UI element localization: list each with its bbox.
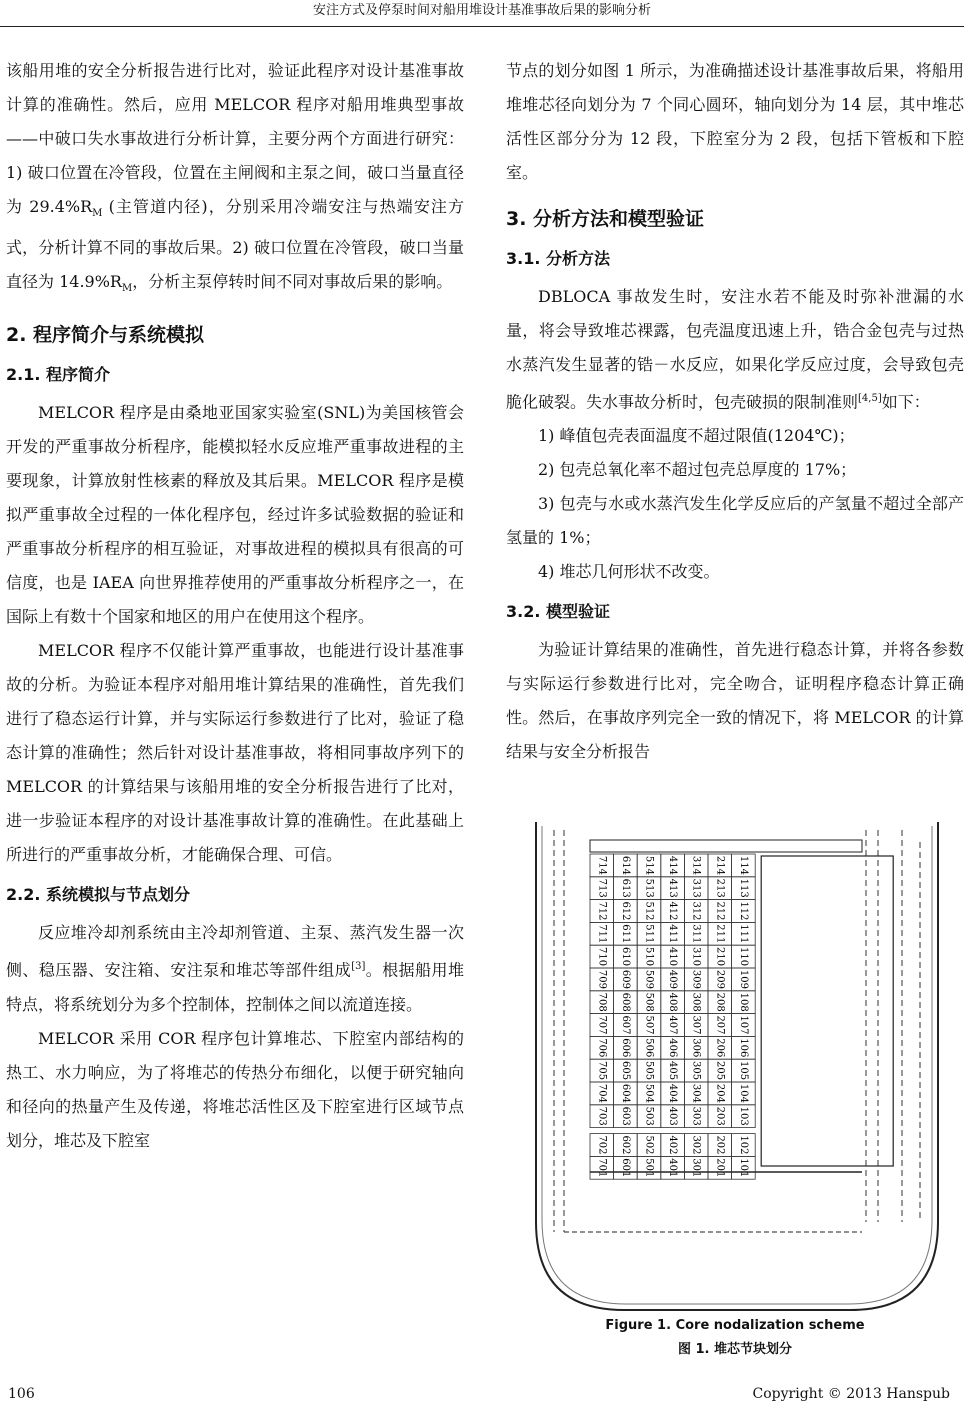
citation: [3] [351, 961, 366, 973]
node-label: 304 [690, 1083, 702, 1103]
node-label: 508 [643, 992, 655, 1012]
node-label: 206 [714, 1038, 726, 1058]
node-label: 504 [643, 1083, 655, 1103]
node-label: 602 [619, 1135, 631, 1155]
node-label: 107 [737, 1015, 749, 1035]
node-label: 102 [737, 1135, 749, 1155]
node-label: 703 [596, 1106, 608, 1126]
node-label: 101 [737, 1158, 749, 1178]
node-label: 713 [596, 878, 608, 898]
criterion-4: 4) 堆芯几何形状不改变。 [538, 562, 720, 582]
node-label: 507 [643, 1015, 655, 1035]
node-label: 412 [667, 901, 679, 921]
criterion-2: 2) 包壳总氧化率不超过包壳总厚度的 17%； [538, 460, 857, 480]
node-label: 512 [643, 901, 655, 921]
node-label: 608 [619, 992, 631, 1012]
node-label: 406 [667, 1038, 679, 1058]
node-label: 701 [596, 1158, 608, 1178]
node-label: 505 [643, 1061, 655, 1081]
node-label: 214 [714, 855, 726, 875]
node-label: 604 [619, 1083, 631, 1103]
node-label: 307 [690, 1015, 702, 1035]
node-label: 314 [690, 855, 702, 875]
node-label: 413 [667, 878, 679, 898]
node-label: 408 [667, 992, 679, 1012]
text: DBLOCA 事故发生时，安注水若不能及时弥补泄漏的水量，将会导致堆芯裸露，包壳温度迅速上升，锆合金包壳与过热水蒸汽发生显著的锆－水反应，如果化学反应过度，会导致包壳脆化破裂。失水事故分析时，包壳破损的限制准则 [506, 287, 964, 412]
node-label: 405 [667, 1061, 679, 1081]
core-nodalization-figure [532, 822, 942, 1312]
node-label: 202 [714, 1135, 726, 1155]
node-label: 502 [643, 1135, 655, 1155]
copyright: Copyright © 2013 Hanspub [752, 1386, 950, 1402]
node-label: 711 [596, 924, 608, 944]
node-label: 111 [737, 924, 749, 944]
subsection-heading-3-2: 3.2. 模型验证 [506, 602, 610, 622]
text: ，分析主泵停转时间不同对事故后果的影响。 [132, 272, 453, 292]
node-label: 310 [690, 947, 702, 967]
node-label: 709 [596, 969, 608, 989]
node-label: 108 [737, 992, 749, 1012]
node-label: 613 [619, 878, 631, 898]
node-label: 702 [596, 1135, 608, 1155]
node-label: 109 [737, 969, 749, 989]
node-label: 714 [596, 855, 608, 875]
text: 该船用堆的安全分析报告进行比对，验证此程序对设计基准事故计算的准确性。然后，应用 MELCOR 程序对船用堆典型事故——中破口失水事故进行分析计算，主要分两个方面进行研究：1) 破口位置在冷管段，位置在主闸阀和主泵之间，破口当量直径为 29.4%R [6, 61, 464, 216]
page-number: 106 [8, 1386, 35, 1402]
node-label: 704 [596, 1083, 608, 1103]
node-label: 601 [619, 1158, 631, 1178]
node-label: 204 [714, 1083, 726, 1103]
criterion-1: 1) 峰值包壳表面温度不超过限值(1204℃)； [538, 426, 855, 446]
node-label: 213 [714, 878, 726, 898]
paragraph-cor: MELCOR 采用 COR 程序包计算堆芯、下腔室内部结构的热工、水力响应，为了将堆芯的传热分布细化，以便于研究轴向和径向的热量产生及传递，将堆芯活性区及下腔室进行区域节点划分，堆芯及下腔室 [6, 1028, 464, 1150]
node-label: 409 [667, 969, 679, 989]
node-label: 503 [643, 1106, 655, 1126]
paragraph-intro [6, 54, 464, 306]
node-label: 203 [714, 1106, 726, 1126]
node-label: 112 [737, 901, 749, 921]
node-label: 614 [619, 855, 631, 875]
top-plate [590, 840, 862, 852]
node-label: 105 [737, 1061, 749, 1081]
paragraph-dbloca [506, 280, 964, 419]
citation: [4,5] [858, 393, 882, 404]
node-label: 706 [596, 1038, 608, 1058]
text: 。根据船用堆特点，将系统划分为多个控制体，控制体之间以流道连接。 [6, 960, 464, 1014]
node-label: 401 [667, 1158, 679, 1178]
node-label: 511 [643, 924, 655, 944]
node-label: 303 [690, 1106, 702, 1126]
node-label: 306 [690, 1038, 702, 1058]
subsection-heading-2-1: 2.1. 程序简介 [6, 365, 110, 385]
section-heading-2: 2. 程序简介与系统模拟 [6, 324, 205, 347]
node-label: 404 [667, 1083, 679, 1103]
node-label: 208 [714, 992, 726, 1012]
node-label: 113 [737, 878, 749, 898]
node-label: 302 [690, 1135, 702, 1155]
node-label: 514 [643, 855, 655, 875]
node-label: 611 [619, 924, 631, 944]
node-label: 308 [690, 992, 702, 1012]
node-label: 705 [596, 1061, 608, 1081]
node-label: 201 [714, 1158, 726, 1178]
node-label: 707 [596, 1015, 608, 1035]
node-label: 607 [619, 1015, 631, 1035]
text: 反应堆冷却剂系统由主冷却剂管道、主泵、蒸汽发生器一次侧、稳压器、安注箱、安注泵和堆芯等部件组成 [6, 923, 464, 980]
paragraph-system [6, 916, 464, 1021]
subsection-heading-3-1: 3.1. 分析方法 [506, 249, 610, 268]
node-label: 612 [619, 901, 631, 921]
subsection-heading-2-2: 2.2. 系统模拟与节点划分 [6, 885, 190, 905]
node-label: 309 [690, 969, 702, 989]
text: (主管道内径)，分别采用冷端安注与热端安注方式，分析计算不同的事故后果。2) 破口位置在冷管段，破口当量直径为 14.9%R [6, 197, 464, 292]
bypass-region [761, 856, 893, 1166]
right-column [506, 54, 964, 769]
node-label: 402 [667, 1135, 679, 1155]
node-label: 501 [643, 1158, 655, 1178]
node-label: 106 [737, 1038, 749, 1058]
node-label: 403 [667, 1106, 679, 1126]
criterion-3: 3) 包壳与水或水蒸汽发生化学反应后的产氢量不超过全部产氢量的 1%； [506, 494, 964, 548]
node-label: 509 [643, 969, 655, 989]
figure-caption-en: Figure 1. Core nodalization scheme [605, 1318, 865, 1333]
node-label: 301 [690, 1158, 702, 1178]
node-label: 610 [619, 947, 631, 967]
node-label: 311 [690, 924, 702, 944]
paragraph-melcor-validation: MELCOR 程序不仅能计算严重事故，也能进行设计基准事故的分析。为验证本程序对船用堆计算结果的准确性，首先我们进行了稳态运行计算，并与实际运行参数进行了比对，验证了稳态计算的准确性；然后针对设计基准事故，将相同事故序列下的 MELCOR 的计算结果与该船用堆的安全分析报告进行了比对，进一步验证本程序的对设计基准事故计算的准确性。在此基础上所进行的严重事故分析，才能确保合理、可信。 [6, 641, 464, 865]
node-label: 305 [690, 1061, 702, 1081]
node-label: 313 [690, 878, 702, 898]
subscript: M [121, 283, 133, 295]
running-header: 安注方式及停泵时间对船用堆设计基准事故后果的影响分析 [0, 0, 964, 27]
node-label: 312 [690, 901, 702, 921]
node-label: 708 [596, 992, 608, 1012]
figure-caption-zh: 图 1. 堆芯节块划分 [677, 1342, 793, 1357]
paragraph-melcor-intro: MELCOR 程序是由桑地亚国家实验室(SNL)为美国核管会开发的严重事故分析程序，能模拟轻水反应堆严重事故进程的主要现象，计算放射性核素的释放及其后果。MELCOR 程序是模拟严重事故全过程的一体化程序包，经过许多试验数据的验证和严重事故分析程序的相互验证，对事故进程的模拟具有很高的可信度，也是 IAEA 向世界推荐使用的严重事故分析程序之一，在国际上有数十个国家和地区的用户在使用这个程序。 [6, 403, 464, 627]
node-label: 606 [619, 1038, 631, 1058]
node-label: 104 [737, 1083, 749, 1103]
left-column [6, 54, 464, 1158]
node-label: 212 [714, 901, 726, 921]
node-label: 211 [714, 924, 726, 944]
node-label: 510 [643, 947, 655, 967]
node-label: 210 [714, 947, 726, 967]
node-label: 414 [667, 855, 679, 875]
node-label: 712 [596, 901, 608, 921]
node-label: 603 [619, 1106, 631, 1126]
node-label: 506 [643, 1038, 655, 1058]
subscript: M [92, 208, 103, 220]
node-grid [590, 854, 893, 1179]
node-label: 110 [737, 947, 749, 967]
node-label: 114 [737, 855, 749, 875]
node-label: 103 [737, 1106, 749, 1126]
node-label: 605 [619, 1061, 631, 1081]
node-label: 410 [667, 947, 679, 967]
text: 如下： [881, 392, 930, 412]
node-label: 609 [619, 969, 631, 989]
node-label: 513 [643, 878, 655, 898]
node-label: 710 [596, 947, 608, 967]
node-label: 407 [667, 1015, 679, 1035]
node-label: 411 [667, 924, 679, 944]
node-label: 207 [714, 1015, 726, 1035]
node-label: 205 [714, 1061, 726, 1081]
paragraph-nodes: 节点的划分如图 1 所示，为准确描述设计基准事故后果，将船用堆堆芯径向划分为 7 个同心圆环，轴向划分为 14 层，其中堆芯活性区部分分为 12 段，下腔室分为 2 段，包括下管板和下腔室。 [506, 61, 964, 182]
node-label: 209 [714, 969, 726, 989]
section-heading-3: 3. 分析方法和模型验证 [506, 208, 705, 230]
paragraph-model-validation: 为验证计算结果的准确性，首先进行稳态计算，并将各参数与实际运行参数进行比对，完全吻合，证明程序稳态计算正确性。然后，在事故序列完全一致的情况下，将 MELCOR 的计算结果与安全分析报告 [506, 640, 964, 762]
